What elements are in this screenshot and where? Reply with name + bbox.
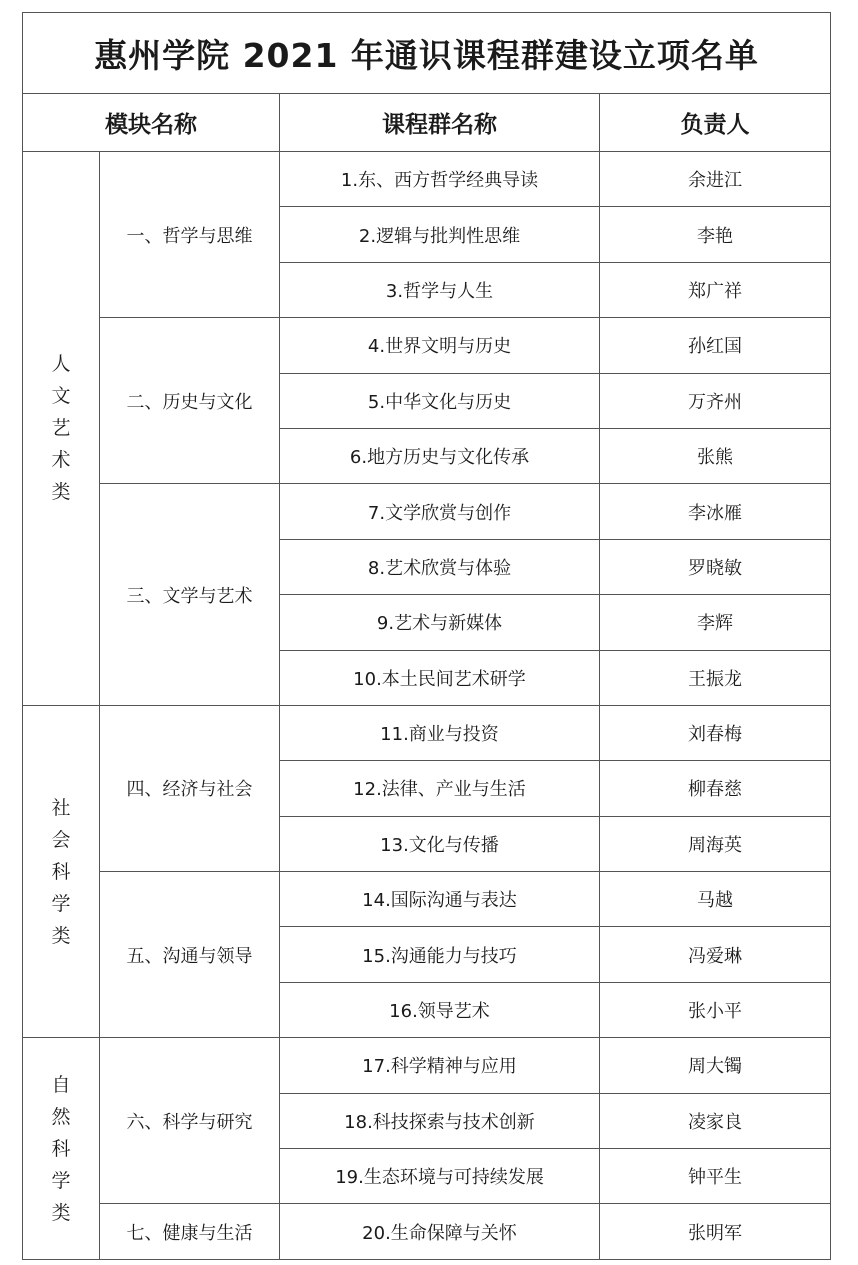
leader-name: 孙红国 (600, 318, 831, 373)
table-row (23, 1038, 831, 1093)
course-group-name: 2.逻辑与批判性思维 (280, 207, 600, 262)
module-name: 一、哲学与思维 (100, 152, 280, 318)
leader-name: 万齐州 (600, 373, 831, 428)
course-group-name: 8.艺术欣赏与体验 (280, 539, 600, 594)
course-group-name: 7.文学欣赏与创作 (280, 484, 600, 539)
module-name: 三、文学与艺术 (100, 484, 280, 706)
course-group-name: 6.地方历史与文化传承 (280, 428, 600, 483)
table-row (23, 705, 831, 760)
leader-name: 罗晓敏 (600, 539, 831, 594)
leader-name: 王振龙 (600, 650, 831, 705)
leader-name: 冯爱琳 (600, 927, 831, 982)
module-name: 四、经济与社会 (100, 705, 280, 871)
leader-name: 柳春慈 (600, 761, 831, 816)
course-group-name: 13.文化与传播 (280, 816, 600, 871)
leader-name: 张熊 (600, 428, 831, 483)
table-row (23, 484, 831, 539)
header-course-group: 课程群名称 (280, 94, 600, 152)
table-row (23, 1204, 831, 1259)
module-name: 六、科学与研究 (100, 1038, 280, 1204)
category-name: 人文艺术类 (51, 353, 71, 504)
table-row (23, 318, 831, 373)
course-group-name: 17.科学精神与应用 (280, 1038, 600, 1093)
leader-name: 余进江 (600, 152, 831, 207)
course-group-name: 14.国际沟通与表达 (280, 872, 600, 927)
project-list-table (22, 12, 831, 1260)
leader-name: 刘春梅 (600, 705, 831, 760)
leader-name: 周海英 (600, 816, 831, 871)
course-group-name: 11.商业与投资 (280, 705, 600, 760)
leader-name: 李冰雁 (600, 484, 831, 539)
course-group-name: 15.沟通能力与技巧 (280, 927, 600, 982)
table-row (23, 152, 831, 207)
category-name: 自然科学类 (51, 1073, 71, 1224)
course-group-name: 5.中华文化与历史 (280, 373, 600, 428)
leader-name: 张明军 (600, 1204, 831, 1259)
course-group-name: 9.艺术与新媒体 (280, 595, 600, 650)
course-group-name: 16.领导艺术 (280, 982, 600, 1037)
course-group-name: 4.世界文明与历史 (280, 318, 600, 373)
category-cell (23, 705, 100, 1037)
leader-name: 钟平生 (600, 1149, 831, 1204)
module-name: 五、沟通与领导 (100, 872, 280, 1038)
page-title: 惠州学院 2021 年通识课程群建设立项名单 (23, 13, 831, 94)
course-group-name: 10.本土民间艺术研学 (280, 650, 600, 705)
header-leader: 负责人 (600, 94, 831, 152)
leader-name: 张小平 (600, 982, 831, 1037)
module-name: 二、历史与文化 (100, 318, 280, 484)
leader-name: 凌家良 (600, 1093, 831, 1148)
leader-name: 周大镯 (600, 1038, 831, 1093)
leader-name: 郑广祥 (600, 262, 831, 317)
category-cell (23, 152, 100, 706)
header-module: 模块名称 (23, 94, 280, 152)
course-group-name: 19.生态环境与可持续发展 (280, 1149, 600, 1204)
course-group-name: 20.生命保障与关怀 (280, 1204, 600, 1259)
category-name: 社会科学类 (51, 796, 71, 947)
category-cell (23, 1038, 100, 1260)
leader-name: 李艳 (600, 207, 831, 262)
table-row (23, 872, 831, 927)
course-group-name: 1.东、西方哲学经典导读 (280, 152, 600, 207)
course-group-name: 18.科技探索与技术创新 (280, 1093, 600, 1148)
leader-name: 马越 (600, 872, 831, 927)
course-group-name: 3.哲学与人生 (280, 262, 600, 317)
leader-name: 李辉 (600, 595, 831, 650)
module-name: 七、健康与生活 (100, 1204, 280, 1259)
course-group-name: 12.法律、产业与生活 (280, 761, 600, 816)
